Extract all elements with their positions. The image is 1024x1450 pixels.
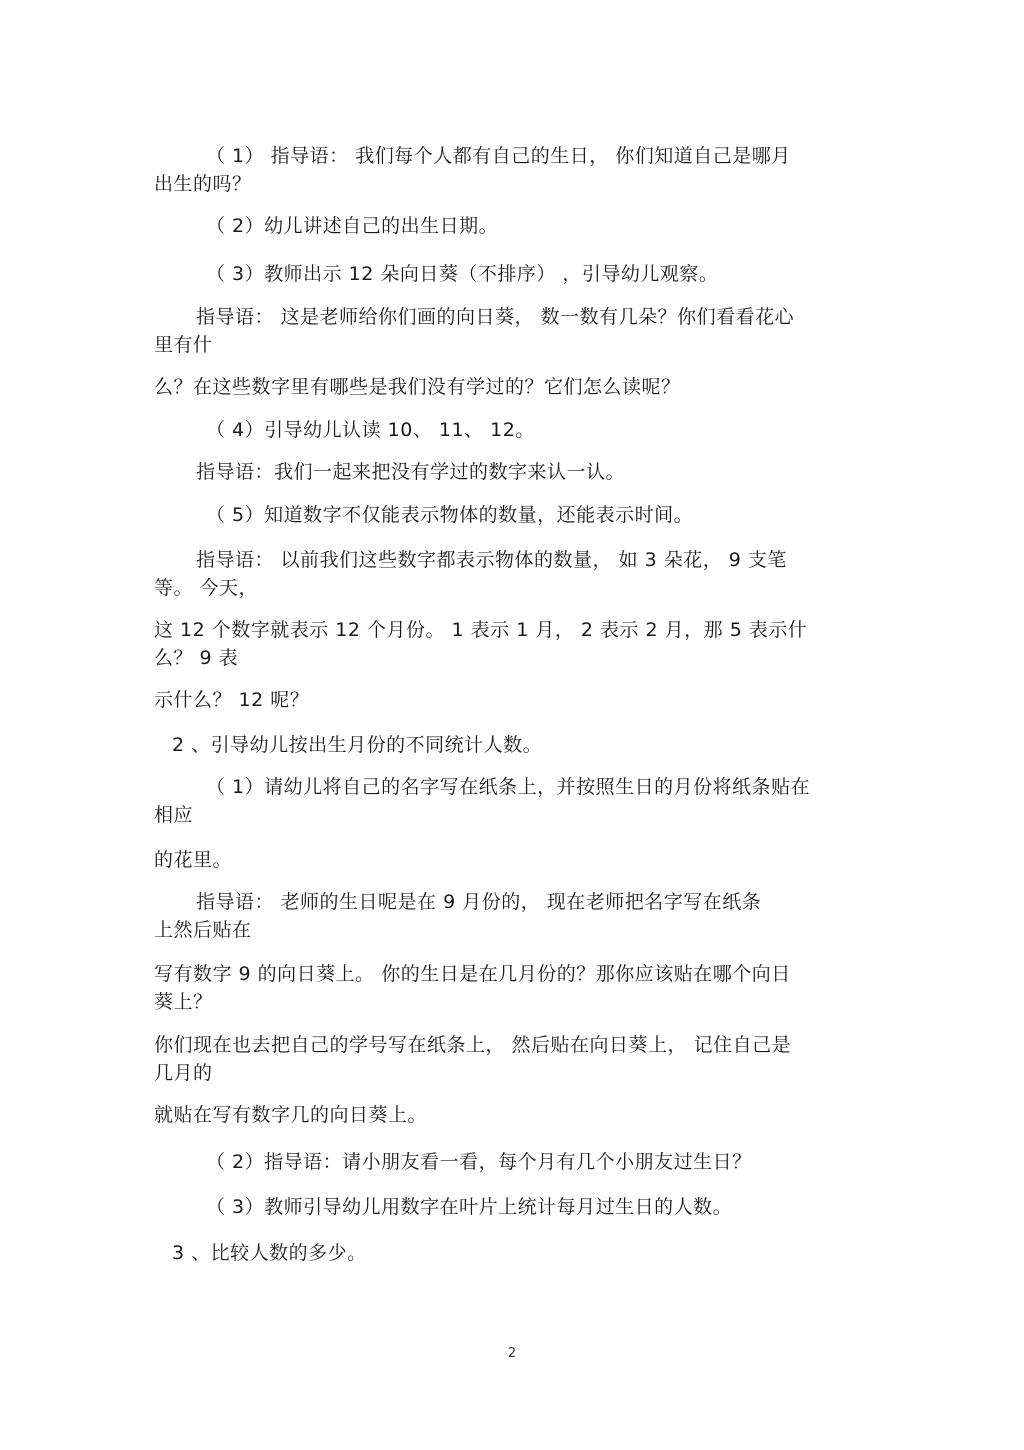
text-line: （ 1）请幼儿将自己的名字写在纸条上，并按照生日的月份将纸条贴在 xyxy=(206,776,811,798)
text-line: 指导语： 老师的生日呢是在 9 月份的， 现在老师把名字写在纸条 xyxy=(196,891,762,913)
text-line: 么？在这些数字里有哪些是我们没有学过的？它们怎么读呢？ xyxy=(154,376,681,398)
text-line: （ 2）指导语：请小朋友看一看，每个月有几个小朋友过生日？ xyxy=(206,1151,752,1173)
text-line: （ 3）教师引导幼儿用数字在叶片上统计每月过生日的人数。 xyxy=(206,1196,733,1218)
text-line: 你们现在也去把自己的学号写在纸条上， 然后贴在向日葵上， 记住自己是 xyxy=(154,1034,792,1056)
text-line: 等。 今天， xyxy=(154,577,259,599)
text-line: 指导语：我们一起来把没有学过的数字来认一认。 xyxy=(196,461,626,483)
text-line: 出生的吗？ xyxy=(154,173,252,195)
text-line: 示什么？ 12 呢？ xyxy=(154,689,310,711)
text-line: 就贴在写有数字几的向日葵上。 xyxy=(154,1104,428,1126)
page-number: 2 xyxy=(507,1346,517,1361)
text-line: 2 、引导幼儿按出生月份的不同统计人数。 xyxy=(172,734,543,756)
text-line: 上然后贴在 xyxy=(154,919,252,941)
text-line: 的花里。 xyxy=(154,849,233,871)
text-line: （ 3）教师出示 12 朵向日葵（不排序） ，引导幼儿观察。 xyxy=(206,263,719,285)
text-line: 么？ 9 表 xyxy=(154,647,239,669)
text-line: 相应 xyxy=(154,804,194,826)
text-line: （ 2）幼儿讲述自己的出生日期。 xyxy=(206,215,499,237)
text-line: （ 1） 指导语： 我们每个人都有自己的生日， 你们知道自己是哪月 xyxy=(206,145,791,167)
text-line: （ 4）引导幼儿认读 10、 11、 12。 xyxy=(206,419,535,441)
text-line: 葵上？ xyxy=(154,991,213,1013)
text-line: 指导语： 以前我们这些数字都表示物体的数量， 如 3 朵花， 9 支笔 xyxy=(196,549,787,571)
text-line: 3 、比较人数的多少。 xyxy=(172,1242,367,1264)
text-line: 里有什 xyxy=(154,334,213,356)
text-line: 写有数字 9 的向日葵上。 你的生日是在几月份的？那你应该贴在哪个向日 xyxy=(154,963,791,985)
text-line: 指导语： 这是老师给你们画的向日葵， 数一数有几朵？你们看看花心 xyxy=(196,306,795,328)
text-line: 这 12 个数字就表示 12 个月份。 1 表示 1 月， 2 表示 2 月，那 5 表示什 xyxy=(154,619,808,641)
text-line: 几月的 xyxy=(154,1062,213,1084)
text-line: （ 5）知道数字不仅能表示物体的数量，还能表示时间。 xyxy=(206,504,694,526)
